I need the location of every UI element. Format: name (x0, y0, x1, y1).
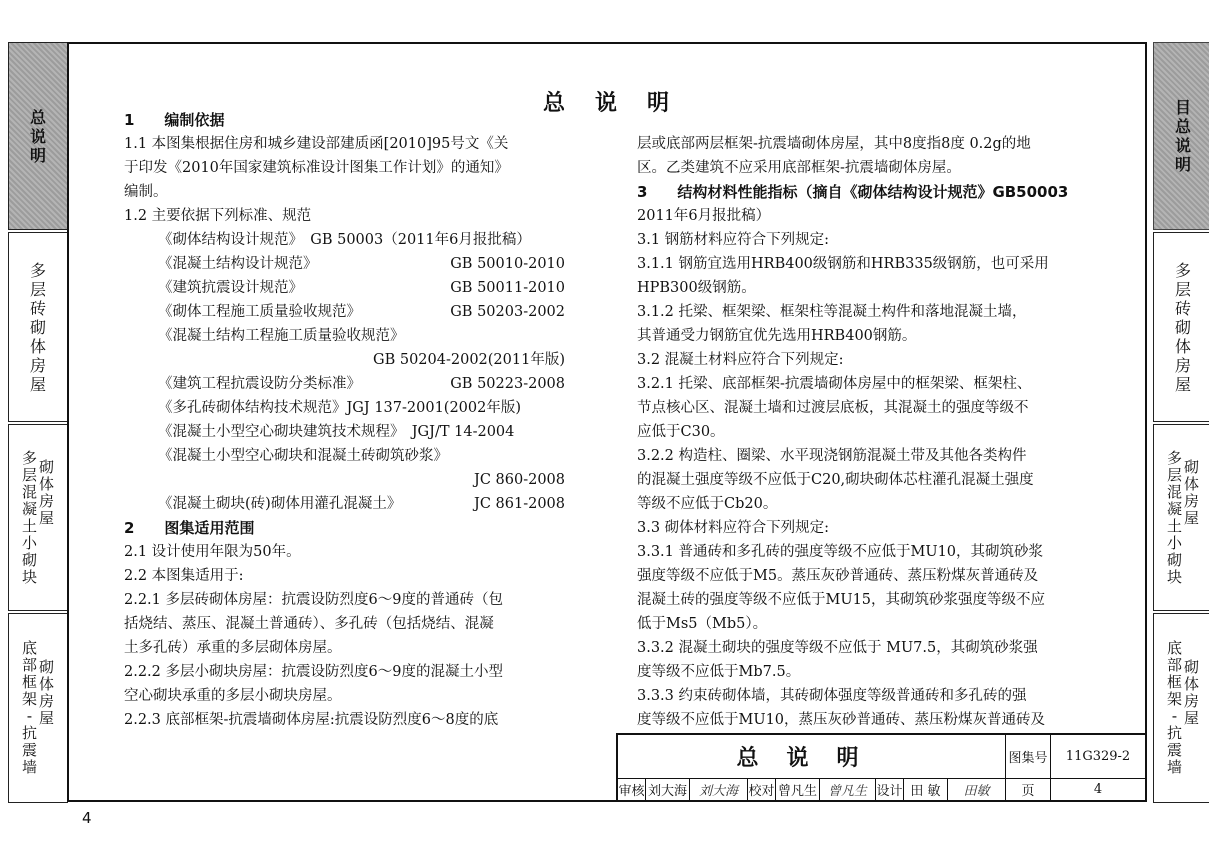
title-block (616, 733, 1147, 802)
tab-label-text: 砌 体 房 屋 (1184, 658, 1200, 727)
text-line: 3.3 砌体材料应符合下列规定: (637, 520, 830, 536)
standard-code: JC 861-2008 (474, 496, 565, 512)
right-tab-general[interactable] (1153, 42, 1209, 230)
text-line: 编制。 (124, 184, 168, 200)
text-line: 2.2.1 多层砖砌体房屋：抗震设防烈度6～9度的普通砖（包 (124, 592, 503, 608)
right-tab-frame-col2 (1184, 659, 1199, 727)
text-line: 3.1.2 托梁、框架梁、框架柱等混凝土构件和落地混凝土墙， (637, 304, 1027, 320)
text-line: 区。乙类建筑不应采用底部框架-抗震墙砌体房屋。 (637, 160, 961, 176)
check-label: 校对 (748, 784, 775, 799)
right-tab-general-label (1154, 43, 1209, 229)
text-line: 括烧结、蒸压、混凝土普通砖）、多孔砖（包括烧结、混凝 (124, 616, 494, 632)
tab-label-text: 多 层 混 凝 土 小 砌 块 (1166, 448, 1182, 586)
text-line: 1.2 主要依据下列标准、规范 (124, 208, 312, 224)
text-line: 应低于C30。 (637, 424, 725, 440)
standard-name: 《砌体结构设计规范》 GB 50003（2011年6月报批稿） (158, 232, 531, 248)
text-line: 3.2.1 托梁、底部框架-抗震墙砌体房屋中的框架梁、框架柱、 (637, 376, 1032, 392)
left-tab-general[interactable] (8, 42, 68, 230)
standard-name: 《混凝土小型空心砌块和混凝土砖砌筑砂浆》 (158, 448, 448, 464)
design-signature: 田敏 (963, 784, 990, 799)
standard-name: 《建筑抗震设计规范》 (158, 280, 303, 296)
left-tab-brick[interactable] (8, 232, 68, 422)
text-line: 3.2 混凝土材料应符合下列规定: (637, 352, 844, 368)
left-tab-frame-col2 (39, 659, 54, 727)
tab-label-text: 多 层 砖 砌 体 房 屋 (29, 260, 46, 394)
standard-code: GB 50203-2002 (450, 304, 565, 320)
text-line: 于印发《2010年国家建筑标准设计图集工作计划》的通知》 (124, 160, 509, 176)
standard-name: 《混凝土结构设计规范》 (158, 256, 318, 272)
page-label: 页 (1021, 784, 1035, 799)
right-tab-frame[interactable] (1153, 613, 1209, 803)
atlas-label: 图集号 (1008, 751, 1048, 766)
tab-label-text: 目 总 说 明 (1174, 98, 1191, 174)
text-line: 3.1 钢筋材料应符合下列规定: (637, 232, 830, 248)
text-line: 3.3.1 普通砖和多孔砖的强度等级不应低于MU10，其砌筑砂浆 (637, 544, 1044, 560)
standard-name: 《混凝土结构工程施工质量验收规范》 (158, 328, 405, 344)
standard-name: 《多孔砖砌体结构技术规范》JGJ 137-2001(2002年版) (158, 400, 522, 416)
text-line: 低于Ms5（Mb5）。 (637, 616, 768, 632)
title-block-page-number: 4 (1093, 782, 1103, 797)
tab-label-text: 多 层 砖 砌 体 房 屋 (1174, 260, 1191, 394)
text-line: 度等级不应低于Mb7.5。 (637, 664, 801, 680)
check-name: 曾凡生 (777, 784, 817, 799)
right-tab-brick-label (1154, 233, 1209, 421)
page-number: 4 (82, 809, 92, 827)
page-title: 总说明 (543, 91, 700, 116)
text-line: 的混凝土强度等级不应低于C20,砌块砌体芯柱灌孔混凝土强度 (637, 472, 1034, 488)
text-line: HPB300级钢筋。 (637, 280, 756, 296)
tab-label-text: 砌 体 房 屋 (1184, 457, 1200, 527)
right-tab-block[interactable] (1153, 424, 1209, 611)
review-signature: 刘大海 (698, 784, 738, 799)
text-line: 2.2.2 多层小砌块房屋：抗震设防烈度6～9度的混凝土小型 (124, 664, 503, 680)
right-tab-block-col2 (1184, 459, 1199, 527)
standard-name: 《混凝土小型空心砌块建筑技术规程》 JGJ/T 14-2004 (158, 424, 515, 440)
atlas-number: 11G329-2 (1065, 749, 1131, 764)
section-heading: 3 结构材料性能指标（摘自《砌体结构设计规范》GB50003 (637, 183, 1069, 201)
text-line: 等级不应低于Cb20。 (637, 496, 778, 512)
design-label: 设计 (876, 784, 903, 799)
left-tab-brick-label (9, 233, 67, 421)
tab-label-text: 总 说 明 (29, 107, 46, 165)
text-line: 节点核心区、混凝土墙和过渡层底板，其混凝土的强度等级不 (637, 400, 1029, 416)
tab-label-text: 多 层 混 凝 土 小 砌 块 (21, 448, 37, 586)
text-line: 土多孔砖）承重的多层砌体房屋。 (124, 640, 342, 656)
text-line: 2.1 设计使用年限为50年。 (124, 544, 301, 560)
text-line: 3.2.2 构造柱、圈梁、水平现浇钢筋混凝土带及其他各类构件 (637, 448, 1027, 464)
text-line: 1.1 本图集根据住房和城乡建设部建质函[2010]95号文《关 (124, 136, 509, 152)
right-tab-brick[interactable] (1153, 232, 1209, 422)
standard-name: 《建筑工程抗震设防分类标准》 (158, 376, 361, 392)
tab-label-text: 底 部 框 架 - 抗 震 墙 (1166, 639, 1182, 776)
text-line: 3.3.2 混凝土砌块的强度等级不应低于 MU7.5，其砌筑砂浆强 (637, 640, 1038, 656)
text-line: 强度等级不应低于M5。蒸压灰砂普通砖、蒸压粉煤灰普通砖及 (637, 568, 1039, 584)
left-tab-general-label (9, 43, 67, 229)
check-signature: 曾凡生 (827, 784, 867, 799)
section-heading: 2 图集适用范围 (124, 519, 255, 537)
text-line: 2.2 本图集适用于: (124, 568, 244, 584)
left-tab-frame-col1 (22, 640, 37, 776)
text-line: 3.1.1 钢筋宜选用HRB400级钢筋和HRB335级钢筋，也可采用 (637, 256, 1049, 272)
text-line: 2.2.3 底部框架-抗震墙砌体房屋:抗震设防烈度6～8度的底 (124, 712, 499, 728)
section-heading: 1 编制依据 (124, 111, 225, 129)
design-name: 田 敏 (910, 784, 941, 799)
standard-name: 《混凝土砌块(砖)砌体用灌孔混凝土》 (158, 496, 402, 512)
left-tab-block-col1 (22, 450, 37, 586)
standard-code: GB 50204-2002(2011年版) (373, 352, 565, 368)
text-line: 空心砌块承重的多层小砌块房屋。 (124, 688, 342, 704)
tab-label-text: 砌 体 房 屋 (39, 457, 55, 527)
right-tab-block-col1 (1167, 450, 1182, 586)
tab-label-text: 砌 体 房 屋 (39, 658, 55, 727)
standard-code: JC 860-2008 (474, 472, 565, 488)
standard-code: GB 50010-2010 (450, 256, 565, 272)
right-tab-frame-col1 (1167, 640, 1182, 776)
text-line: 其普通受力钢筋宜优先选用HRB400钢筋。 (637, 328, 917, 344)
review-label: 审核 (618, 784, 645, 799)
left-tab-block[interactable] (8, 424, 68, 611)
tab-label-text: 底 部 框 架 - 抗 震 墙 (21, 639, 37, 776)
text-line: 2011年6月报批稿） (637, 208, 771, 224)
text-line: 度等级不应低于MU10，蒸压灰砂普通砖、蒸压粉煤灰普通砖及 (637, 712, 1046, 728)
review-name: 刘大海 (647, 784, 687, 799)
title-block-title: 总说明 (736, 746, 887, 771)
standard-code: GB 50223-2008 (450, 376, 565, 392)
standard-code: GB 50011-2010 (450, 280, 565, 296)
text-line: 层或底部两层框架-抗震墙砌体房屋，其中8度指8度 0.2g的地 (637, 136, 1031, 152)
left-tab-frame[interactable] (8, 613, 68, 803)
text-line: 混凝土砖的强度等级不应低于MU15，其砌筑砂浆强度等级不应 (637, 592, 1046, 608)
text-line: 3.3.3 约束砖砌体墙，其砖砌体强度等级普通砖和多孔砖的强 (637, 688, 1027, 704)
standard-name: 《砌体工程施工质量验收规范》 (158, 304, 361, 320)
left-tab-block-col2 (39, 459, 54, 527)
